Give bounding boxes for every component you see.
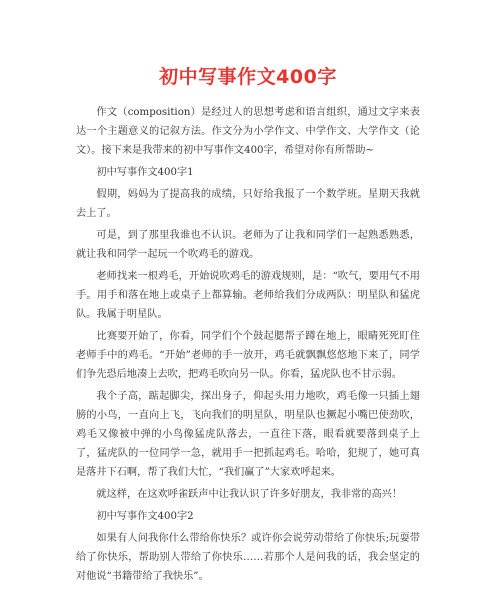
intro-paragraph: 作文（composition）是经过人的思想考虑和语言组织，通过文字来表达一个主题意义的记叙方法。作文分为小学作文、中学作文、大学作文（论文）。接下来是我带来的初中写事作文400字，希望对你有所帮助~ <box>76 107 420 156</box>
section-2-heading: 初中写事作文400字2 <box>96 511 194 522</box>
document-title: 初中写事作文400字 <box>159 66 337 88</box>
section-1-paragraph: 比赛要开始了，你看，同学们个个鼓起腮帮子蹲在地上，眼睛死死盯住老师手中的鸡毛。“开始”老师的手一放开，鸡毛就飘飘悠悠地下来了，同学们争先恐后地凑上去吹，把鸡毛吹向另一队。你看，猛虎队也不甘示弱。 <box>76 331 420 380</box>
document-body <box>76 103 420 589</box>
section-1-paragraph: 可是，到了那里我谁也不认识。老师为了让我和同学们一起熟悉熟悉，就让我和同学一起玩一个吹鸡毛的游戏。 <box>76 230 420 260</box>
section-1-paragraph: 就这样，在这欢呼雀跃声中让我认识了许多好朋友，我非常的高兴！ <box>96 489 403 500</box>
section-1-paragraph: 我个子高，踮起脚尖，探出身子，仰起头用力地吹，鸡毛像一只插上翅膀的小鸟，一直向上飞，飞向我们的明星队，明星队也撅起小嘴巴使劲吹，鸡毛又像被中弹的小鸟像猛虎队落去，一直往下落，眼看就要落到桌子上了，猛虎队的一位同学一急，就用手一把抓起鸡毛。哈哈，犯规了，她可真是落井下石啊，帮了我们大忙，“我们赢了”大家欢呼起来。 <box>76 391 420 478</box>
section-1-paragraph: 老师找来一根鸡毛，开始说吹鸡毛的游戏规则，是：“吹气，要用气不用手。用手和落在地上或桌子上都算输。老师给我们分成两队：明星队和猛虎队。我属于明星队。 <box>76 271 420 320</box>
section-1-paragraph: 假期，妈妈为了提高我的成绩，只好给我报了一个数学班。星期天我就去上了。 <box>76 189 420 219</box>
section-2-paragraph: 如果有人问我你什么带给你快乐？或许你会说劳动带给了你快乐;玩耍带给了你快乐，帮助别人带给了你快乐……若那个人是问我的话，我会坚定的对他说“书籍带给了我快乐”。 <box>76 533 420 582</box>
section-1-heading: 初中写事作文400字1 <box>96 167 194 178</box>
